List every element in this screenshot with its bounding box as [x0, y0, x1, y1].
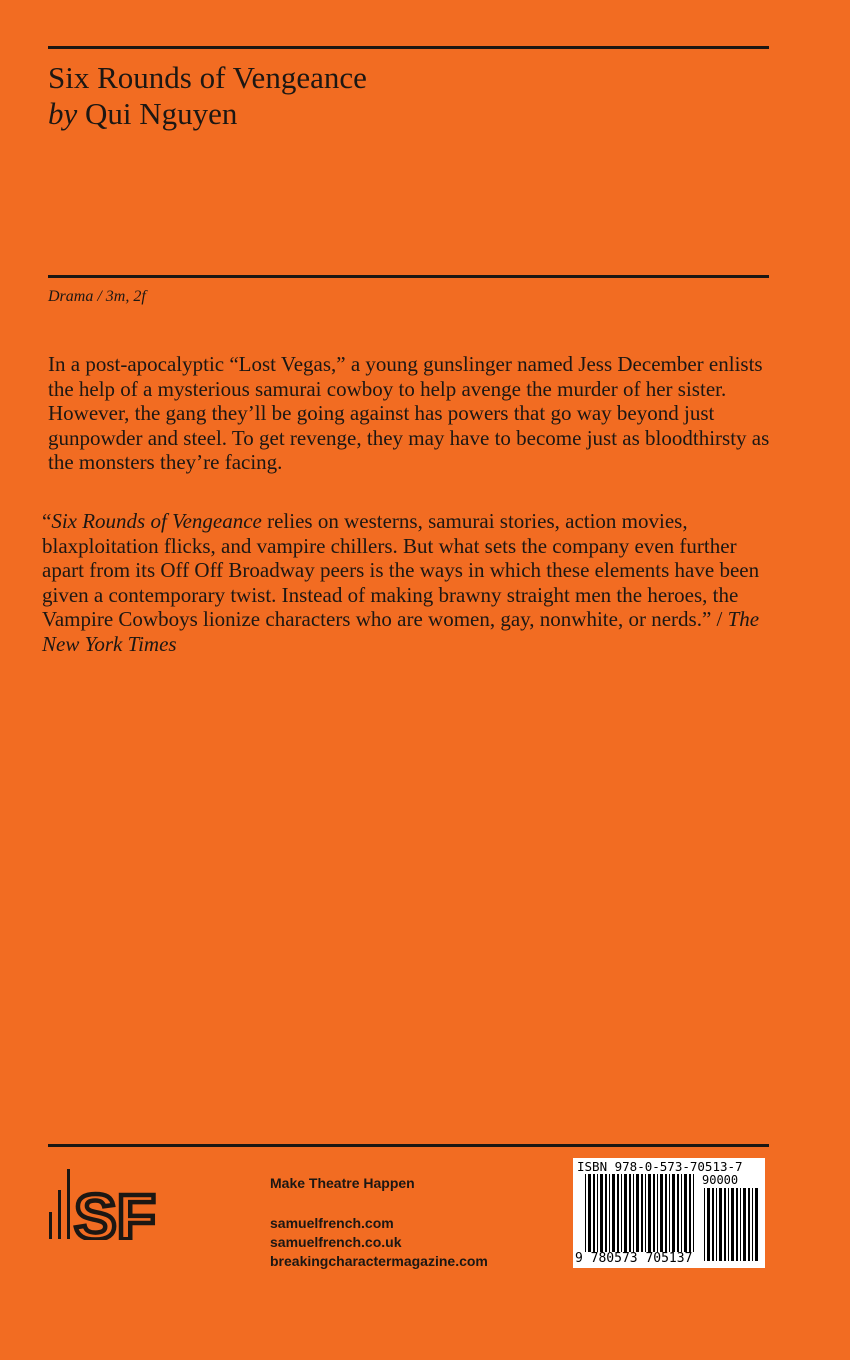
barcode-bar [653, 1174, 655, 1252]
barcode-bar [621, 1174, 622, 1252]
barcode-bar [693, 1174, 694, 1252]
barcode-bar [684, 1174, 687, 1252]
barcode-bar [681, 1174, 682, 1252]
review-source: The New York Times [42, 607, 760, 656]
publisher-tagline: Make Theatre Happen [270, 1175, 415, 1191]
middle-rule [48, 275, 769, 278]
barcode-bar [728, 1188, 729, 1261]
barcode-bar [743, 1188, 746, 1261]
barcode-bar [641, 1174, 643, 1252]
barcode-bar [712, 1188, 714, 1261]
barcode-bar [660, 1174, 663, 1252]
barcode-bar [588, 1174, 591, 1252]
barcode-bar [752, 1188, 753, 1261]
barcode-bar [585, 1174, 586, 1252]
genre-cast: Drama / 3m, 2f [48, 288, 146, 305]
barcode-bar [633, 1174, 634, 1252]
publisher-links [270, 1214, 488, 1271]
barcode-bar [605, 1174, 607, 1252]
barcode-bar [740, 1188, 741, 1261]
barcode [573, 1158, 765, 1268]
barcode-bar [704, 1188, 705, 1261]
barcode-bar [719, 1188, 722, 1261]
review-title: Six Rounds of Vengeance [51, 509, 262, 533]
byline [48, 96, 769, 132]
barcode-bar [748, 1188, 750, 1261]
link-samuelfrench-com[interactable]: samuelfrench.com [270, 1215, 394, 1231]
bottom-rule [48, 1144, 769, 1147]
barcode-bar [629, 1174, 631, 1252]
barcode-bar [669, 1174, 670, 1252]
addon-number: 90000 [702, 1173, 739, 1187]
review-quote [42, 509, 778, 657]
barcode-bar [755, 1188, 758, 1261]
barcode-bar [600, 1174, 603, 1252]
barcode-bar [731, 1188, 734, 1261]
barcode-bar [593, 1174, 595, 1252]
open-quote: “ [42, 509, 52, 533]
book-title: Six Rounds of Vengeance [48, 60, 367, 95]
ean-number: 9 780573 705137 [575, 1251, 693, 1266]
barcode-bar [716, 1188, 717, 1261]
barcode-bar [597, 1174, 598, 1252]
barcode-bar [672, 1174, 675, 1252]
top-rule [48, 46, 769, 49]
title-block [48, 60, 769, 132]
barcode-bar [612, 1174, 615, 1252]
barcode-bar [689, 1174, 691, 1252]
barcode-bar [609, 1174, 610, 1252]
barcode-bar [624, 1174, 627, 1252]
isbn-label: ISBN 978-0-573-70513-7 [577, 1159, 743, 1174]
synopsis: In a post-apocalyptic “Lost Vegas,” a young gunslinger named Jess December enlists the help of a mysterious samurai cowboy to help avenge the murder of her sister. However, the gang they’ll be going against has powers that go way beyond just gunpowder and steel. To get revenge, they may have to become just as bloodthirsty as the monsters they’re facing. [48, 352, 770, 475]
samuel-french-logo-icon [48, 1168, 183, 1240]
by-word: by [48, 96, 78, 131]
link-breaking-character[interactable]: breakingcharactermagazine.com [270, 1253, 488, 1269]
barcode-bar [736, 1188, 738, 1261]
logo-letters: SF [74, 1181, 156, 1240]
barcode-bar [636, 1174, 639, 1252]
barcode-bar [707, 1188, 710, 1261]
author-name: Qui Nguyen [85, 96, 238, 131]
link-samuelfrench-co-uk[interactable]: samuelfrench.co.uk [270, 1234, 402, 1250]
review-text: relies on westerns, samurai stories, action movies, blaxploitation flicks, and vampire chillers. But what sets the company even further apart from its Off Off Broadway peers is the ways in which these elements have been given a contemporary twist. Instead of making brawny straight men the heroes, the Vampire Cowboys lionize characters who are women, gay, nonwhite, or nerds.” / [42, 509, 760, 632]
barcode-bar [645, 1174, 646, 1252]
barcode-bar [677, 1174, 679, 1252]
barcode-bar [665, 1174, 667, 1252]
barcode-bar [648, 1174, 651, 1252]
barcode-bar [617, 1174, 619, 1252]
barcode-bar [657, 1174, 658, 1252]
barcode-bar [724, 1188, 726, 1261]
